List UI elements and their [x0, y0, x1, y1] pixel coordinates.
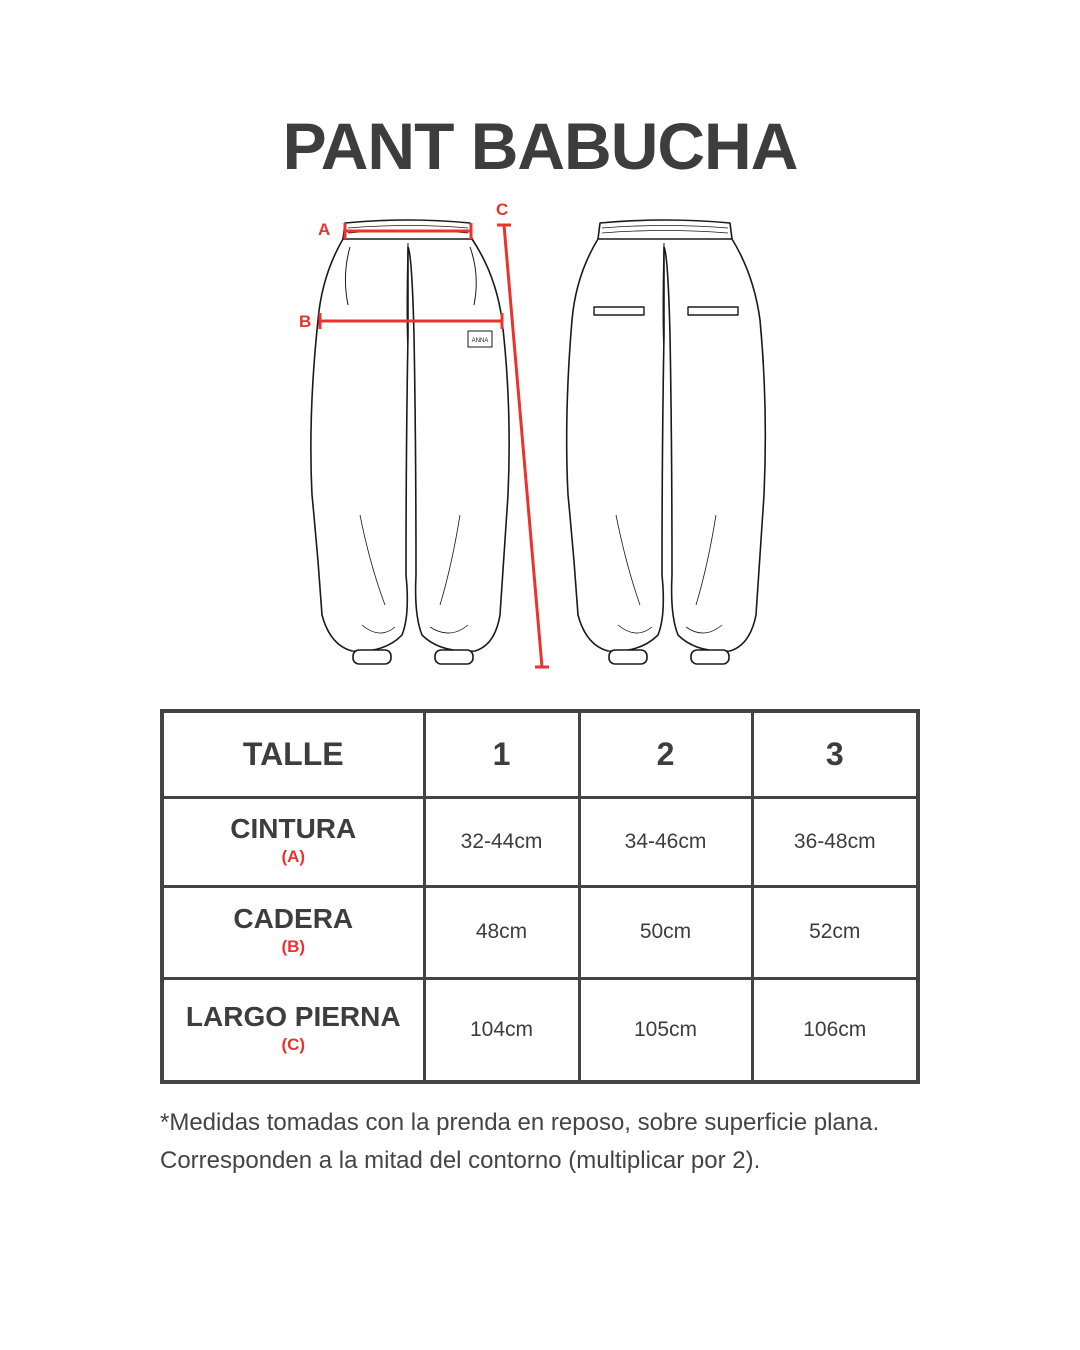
size-table — [160, 709, 920, 1084]
table-row — [162, 797, 918, 886]
row-label: CADERA — [233, 903, 354, 934]
table-cell: 106cm — [752, 978, 918, 1082]
header-size-2: 2 — [579, 711, 752, 797]
header-size-1: 1 — [424, 711, 579, 797]
note-line-1: *Medidas tomadas con la prenda en reposo, sobre superficie plana. — [160, 1109, 880, 1136]
row-label: LARGO PIERNA — [185, 1000, 401, 1032]
table-cell: 52cm — [752, 886, 918, 978]
pants-front-view — [311, 220, 509, 664]
pants-back-view — [567, 220, 766, 664]
table-cell: 32-44cm — [424, 797, 579, 886]
table-row — [162, 978, 918, 1082]
header-size-3: 3 — [752, 711, 918, 797]
measurement-note — [160, 1104, 1040, 1180]
note-line-2: Corresponden a la mitad del contorno (multiplicar por 2). — [160, 1147, 761, 1174]
row-label-cell — [162, 797, 424, 886]
page-title: PANT BABUCHA — [282, 109, 798, 183]
brand-tag-label: ANNA — [471, 338, 489, 344]
label-a: A — [318, 220, 331, 239]
table-header-row — [162, 711, 918, 797]
table-cell: 34-46cm — [579, 797, 752, 886]
header-size-label: TALLE — [162, 711, 424, 797]
table-cell: 105cm — [579, 978, 752, 1082]
table-row — [162, 886, 918, 978]
row-letter: (B) — [281, 937, 306, 956]
row-letter: (C) — [281, 1034, 306, 1054]
row-label-cell — [162, 978, 424, 1082]
table-cell: 48cm — [424, 886, 579, 978]
table-cell: 36-48cm — [752, 797, 918, 886]
row-label: CINTURA — [230, 812, 357, 844]
table-cell: 104cm — [424, 978, 579, 1082]
pants-technical-drawing — [290, 195, 790, 675]
row-label-cell — [162, 886, 424, 978]
label-c: C — [496, 200, 509, 219]
table-cell: 50cm — [579, 886, 752, 978]
row-letter: (A) — [281, 846, 306, 866]
label-b: B — [299, 312, 312, 331]
